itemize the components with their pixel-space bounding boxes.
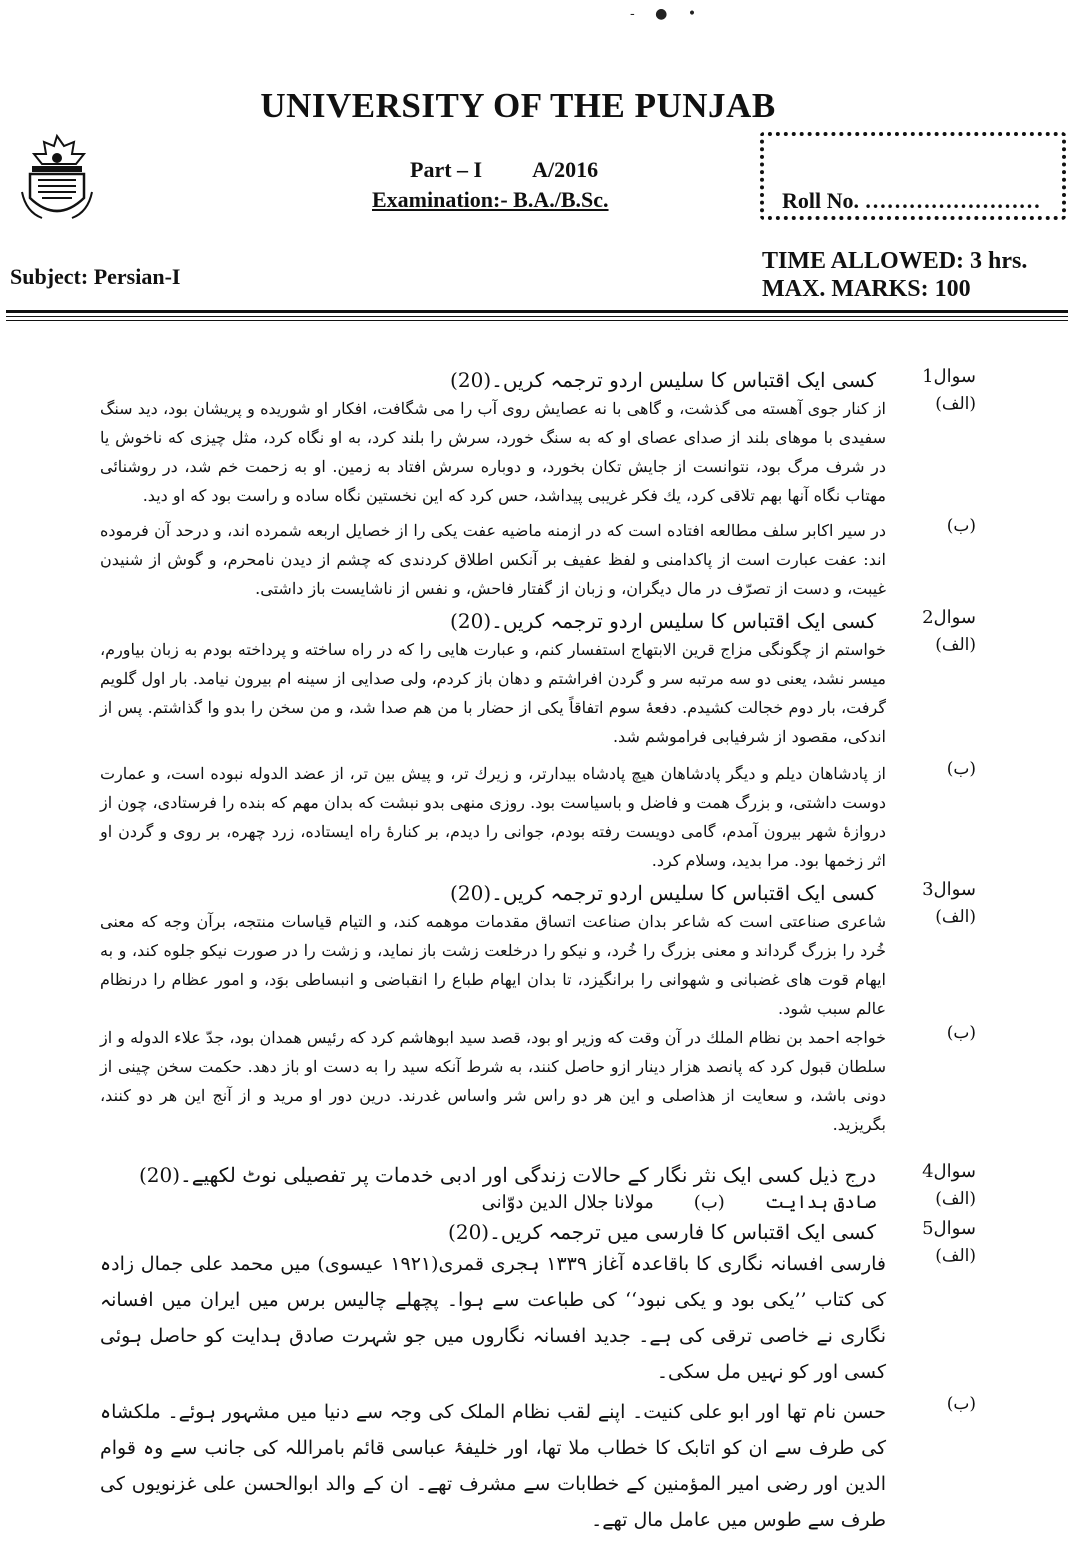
passage-text: حسن نام تھا اور ابو علی کنیت۔ اپنے لقب نظام الملک کی وجہ سے دنیا میں مشہور ہوئے۔ ملکشاہ کی طرف سے ان کو اتابک کا خطاب ملا تھا، اور خلیفۂ عباسی قائم بامراللہ کی جانب سے وہ قوام الدین اور رضی امیر المؤمنین کے خطابات سے مشرف تھے۔ ان کے والد ابوالحسن علی غزنویوں کی طرف سے طوس میں عامل مال تھے۔ (100, 1401, 886, 1531)
passage-label: (ب) (946, 516, 976, 536)
passage-text: خواستم از چگونگی مزاج قرین الابتهاج استفسار کنم، و عبارت هایی را که در راه ساخته و پرداخته بودم به زبان بیاورم، میسر نشد، یعنی دو سه مرتبه سر و گردن افراشتم و دهان باز کردم، ولی صدایی از سینه ام بیرون نیامد. بار اول گلویم گرفت، بار دوم خجالت کشیدم. دفعهٔ سوم اتفاقاً یکی از حضار با من هم صدا شد، و من سخن را بدو وا گذاشتم. پس از اندکی، مقصود از شرفیابی فراموشم شد. (100, 640, 886, 746)
question-instruction: درج ذیل کسی ایک نثر نگار کے حالات زندگی اور ادبی خدمات پر تفصیلی نوٹ لکھیے۔(20) (138, 1163, 876, 1187)
university-crest-logo (18, 132, 96, 224)
university-title: UNIVERSITY OF THE PUNJAB (260, 86, 776, 125)
header-divider-thick (6, 310, 1068, 313)
question-instruction: کسی ایک اقتباس کا فارسی میں ترجمہ کریں۔(20) (448, 1220, 876, 1244)
passage (0, 1394, 1076, 1538)
passage (0, 394, 1076, 510)
passage-label: (الف) (935, 394, 976, 414)
passage (0, 907, 1076, 1023)
subject-label: Subject: Persian-I (10, 264, 181, 289)
passage-text: از کنار جوی آهسته می گذشت، و گاهی با نه عصایش روی آب را می شگافت، افکار او شوریده و پریشان بود، دید سنگ سفیدی با موهای بلند از صدای عصای او که به سنگ خورد، سرش را بلند کرد، به او نگاه کرد، مثل چیزی که ناخوش یا در شرف مرگ بود، نتوانست از جایش تکان بخورد، و دوباره سرش افتاد به زمین. او به زحمت خم شد، در روشنائی مهتاب نگاه آنها بهم تلاقی کرد، یك فکر غریبی پیداشد، حس کرد که این نخستین نگاه ساده و راست بود که او دید. (100, 399, 887, 505)
passage-text: خواجه احمد بن نظام الملك در آن وقت که وزیر او بود، قصد سید ابوهاشم کرد که رئیس همدان بود، جدّ علاء الدوله و از سلطان قبول کرد که پانصد هزار دینار ازو حاصل کنند، به شرط آنکه سید را به دست او باز دهد. حکمت سخن چینی از دونی باشد، و سعایت از هذاصلی و این هر دو راس شر واساس غدرند. درین دور او مرید و از آنج این هر دو کنند، بگریزید. (100, 1028, 886, 1134)
question-3 (0, 879, 1076, 907)
examination-label: Examination:- B.A./B.Sc. (372, 187, 609, 212)
part-line (410, 157, 598, 183)
question-instruction: کسی ایک اقتباس کا سلیس اردو ترجمہ کریں۔(20) (450, 609, 876, 633)
option-a: صادق ہدایت (764, 1192, 876, 1213)
question-number: سوال5 (922, 1218, 976, 1239)
passage-label: (الف) (935, 635, 976, 655)
question-4 (0, 1161, 1076, 1189)
passage (0, 635, 1076, 751)
question-number: سوال3 (922, 879, 976, 900)
passage-text: در سیر اکابر سلف مطالعه افتاده است که در ازمنه ماضیه عفت یکی را از خصایل اربعه شمرده اند، و درحد آن فرموده اند: عفت عبارت است از پاکدامنی و لفظ عفیف بر آنکس اطلاق کردندی که چشم از دیدن نامحرم، و گوش از شنیدن غیبت، و دست از تصرّف در مال دیگران، و زبان از گفتار فاحش، و نفس از ناشایست باز داشتی. (100, 521, 886, 598)
question-2 (0, 607, 1076, 635)
passage-label: (ب) (946, 1394, 976, 1414)
question-instruction: کسی ایک اقتباس کا سلیس اردو ترجمہ کریں۔(20) (450, 881, 876, 905)
question-number: سوال4 (922, 1161, 976, 1182)
option-b: مولانا جلال الدین دوّانی (481, 1192, 654, 1213)
exam-year: A/2016 (532, 157, 599, 182)
question-5 (0, 1218, 1076, 1246)
header-divider-thin-2 (6, 320, 1068, 321)
roll-number-label: Roll No. …………………… (782, 188, 1041, 213)
passage (0, 1246, 1076, 1390)
passage (0, 516, 1076, 603)
max-marks: MAX. MARKS: 100 (762, 276, 971, 302)
part-label: Part – I (410, 157, 483, 182)
passage-label: (ب) (946, 1023, 976, 1043)
questions-body (0, 360, 1076, 1538)
passage-text: فارسی افسانہ نگاری کا باقاعدہ آغاز ۱۳۳۹ ہجری قمری(۱۹۲۱ عیسوی) میں محمد علی جمال زادہ کی کتاب ’’یکی بود و یکی نبود‘‘ کی طباعت سے ہوا۔ پچھلے چالیس برس میں ایران میں افسانہ نگاری نے خاصی ترقی کی ہے۔ جدید افسانہ نگاروں میں جو شہرت صادق ہدایت کو حاصل ہوئی کسی اور کو نہیں مل سکی۔ (100, 1253, 887, 1383)
question-number: سوال2 (922, 607, 976, 628)
passage-label: (ب) (946, 759, 976, 779)
passage-text: شاعری صناعتی است که شاعر بدان صناعت اتساق مقدمات موهمه کند، و التیام قیاسات منتجه، برآن وجه که معنی خُرد را بزرگ گرداند و معنی بزرگ را خُرد، و نیکو را درخلعت زشت باز نماید، و زشت را در صورت نیکو جلوه کند، و به ایهام قوت های غضبانی و شهوانی را برانگیزد، تا بدان ایهام طباع را انقباضی و انبساطی بوَد، و امور عظام را درنظام عالم سبب شود. (100, 912, 886, 1018)
header-divider-thin (6, 316, 1068, 317)
passage-label: (الف) (935, 1246, 976, 1266)
passage-text: از پادشاهان دیلم و دیگر پادشاهان هیچ پادشاه بیدارتر، و زیرك تر، و پیش بین تر، از عضد الدوله نبوده است، و عمارت دوست داشتی، و بزرگ همت و فاضل و باسیاست بود. روزی منهی بدو نبشت که بدان مهم که بنده را فرستادی، چون از دروازهٔ شهر بیرون آمدم، گامی دویست رفته بودم، جوانی را دیدم، بر کنارهٔ راه ایستاده، زرد چهره، بر روی و گردن او اثر زخمها بود. مرا بدید، وسلام کرد. (100, 764, 886, 870)
option-label: (الف) (935, 1189, 976, 1209)
author-options (0, 1189, 1076, 1216)
passage (0, 759, 1076, 875)
time-allowed: TIME ALLOWED: 3 hrs. (762, 248, 1028, 274)
question-instruction: کسی ایک اقتباس کا سلیس اردو ترجمہ کریں۔(20) (450, 368, 876, 392)
passage-label: (الف) (935, 907, 976, 927)
options-line (0, 1189, 1076, 1216)
passage (0, 1023, 1076, 1139)
question-1 (0, 366, 1076, 394)
scan-marks: - ● • (630, 6, 705, 22)
option-b-label: (ب) (693, 1192, 725, 1213)
question-number: سوال1 (922, 366, 976, 387)
